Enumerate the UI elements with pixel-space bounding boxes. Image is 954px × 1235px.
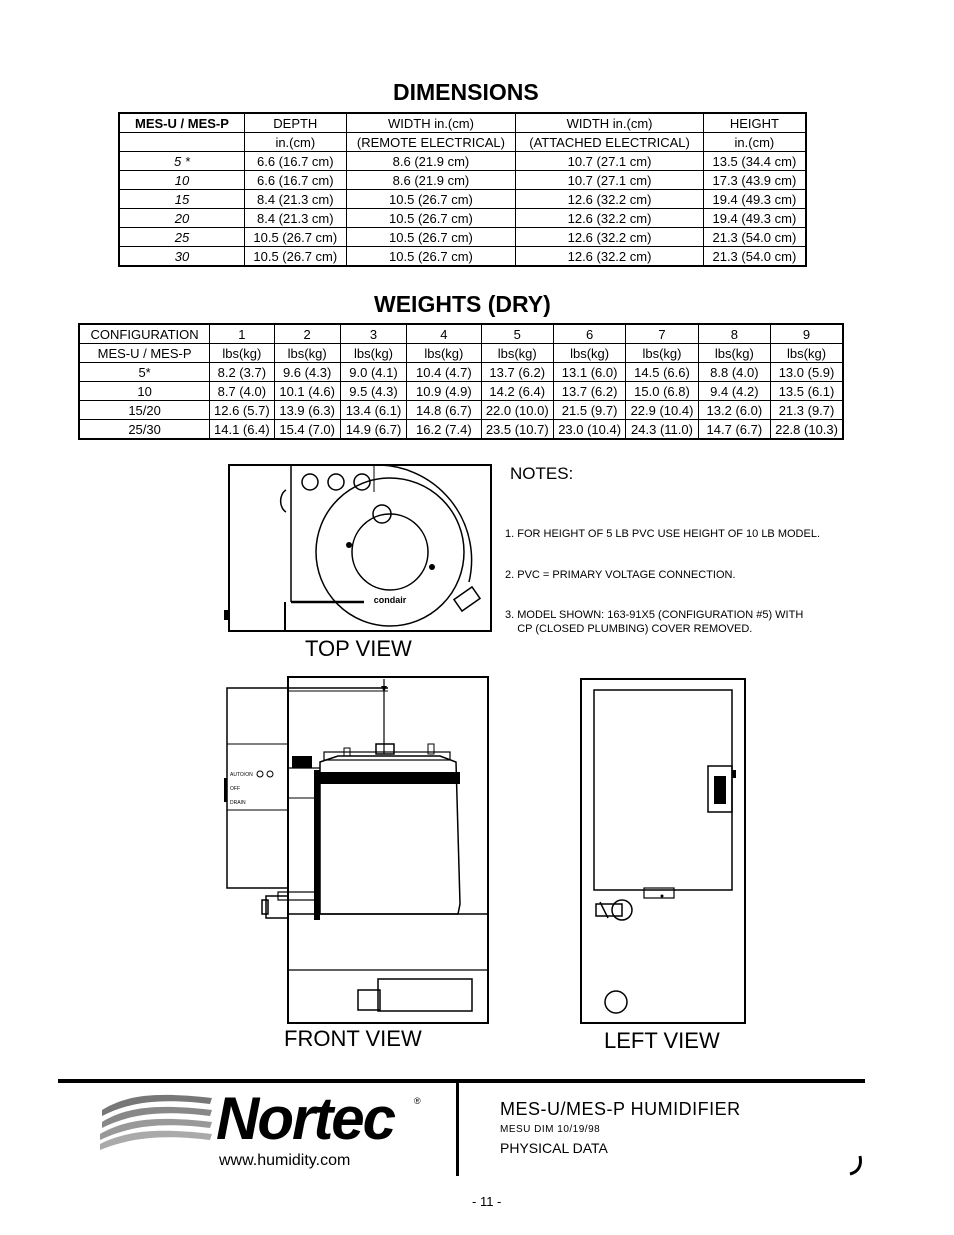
table-row <box>119 190 806 209</box>
table-cell: 24.3 (11.0) <box>626 420 698 440</box>
table-cell: 3 <box>340 324 406 344</box>
table-cell: 13.2 (6.0) <box>698 401 770 420</box>
footer-divider <box>456 1083 459 1176</box>
table-cell: lbs(kg) <box>481 344 553 363</box>
switch-label: AUTO/ON <box>230 772 253 778</box>
table-cell: 9 <box>771 324 843 344</box>
table-cell: 14.9 (6.7) <box>340 420 406 440</box>
table-cell: 8.6 (21.9 cm) <box>346 152 516 171</box>
table-cell: 5* <box>79 363 210 382</box>
table-cell: lbs(kg) <box>407 344 481 363</box>
table-cell: 21.5 (9.7) <box>553 401 625 420</box>
nortec-logo-icon <box>98 1088 216 1150</box>
note-item: 1. FOR HEIGHT OF 5 LB PVC USE HEIGHT OF 10 LB MODEL. <box>505 528 821 540</box>
table-row <box>119 209 806 228</box>
section-name: PHYSICAL DATA <box>500 1140 608 1156</box>
table-cell: 6.6 (16.7 cm) <box>244 152 346 171</box>
table-cell: 13.4 (6.1) <box>340 401 406 420</box>
table-cell: 22.0 (10.0) <box>481 401 553 420</box>
table-cell: 6.6 (16.7 cm) <box>244 171 346 190</box>
table-cell: 8.8 (4.0) <box>698 363 770 382</box>
table-cell: 14.1 (6.4) <box>210 420 274 440</box>
table-cell: 12.6 (32.2 cm) <box>516 247 704 267</box>
document-code: MESU DIM 10/19/98 <box>500 1124 601 1135</box>
table-row <box>119 228 806 247</box>
table-cell: 5 * <box>119 152 244 171</box>
table-cell: lbs(kg) <box>771 344 843 363</box>
table-cell: 20 <box>119 209 244 228</box>
table-cell: 10.5 (26.7 cm) <box>346 209 516 228</box>
registered-mark: ® <box>414 1096 421 1106</box>
table-cell: HEIGHT <box>703 113 806 133</box>
table-cell: 13.7 (6.2) <box>481 363 553 382</box>
weights-title: WEIGHTS (DRY) <box>374 291 551 317</box>
table-cell: 10.5 (26.7 cm) <box>346 247 516 267</box>
notes-title: NOTES: <box>510 464 574 483</box>
table-cell: 9.4 (4.2) <box>698 382 770 401</box>
table-cell: lbs(kg) <box>698 344 770 363</box>
table-cell: 8.2 (3.7) <box>210 363 274 382</box>
table-row <box>79 324 843 344</box>
table-cell: 2 <box>274 324 340 344</box>
table-cell: 10.7 (27.1 cm) <box>516 171 704 190</box>
table-cell: lbs(kg) <box>210 344 274 363</box>
weights-table <box>78 323 844 440</box>
table-cell: 10.5 (26.7 cm) <box>346 228 516 247</box>
table-cell <box>119 133 244 152</box>
nortec-brand: Nortec <box>216 1085 395 1152</box>
switch-label: OFF <box>230 786 240 792</box>
note-item: 3. MODEL SHOWN: 163-91X5 (CONFIGURATION #5) WITH CP (CLOSED PLUMBING) COVER REMOVED. <box>505 609 804 635</box>
table-cell: 22.8 (10.3) <box>771 420 843 440</box>
corner-mark <box>846 1152 866 1178</box>
table-cell: 30 <box>119 247 244 267</box>
table-cell: 8.4 (21.3 cm) <box>244 190 346 209</box>
table-cell: WIDTH in.(cm) <box>516 113 704 133</box>
table-cell: 14.5 (6.6) <box>626 363 698 382</box>
table-row <box>79 420 843 440</box>
table-cell: 7 <box>626 324 698 344</box>
table-cell: 14.2 (6.4) <box>481 382 553 401</box>
page-number: - 11 - <box>472 1194 502 1209</box>
table-row <box>79 344 843 363</box>
table-row <box>119 247 806 267</box>
table-cell: (REMOTE ELECTRICAL) <box>346 133 516 152</box>
table-cell: 19.4 (49.3 cm) <box>703 190 806 209</box>
table-cell: 23.5 (10.7) <box>481 420 553 440</box>
switch-label: DRAIN <box>230 800 246 806</box>
table-cell: lbs(kg) <box>553 344 625 363</box>
table-cell: 19.4 (49.3 cm) <box>703 209 806 228</box>
note-item: 2. PVC = PRIMARY VOLTAGE CONNECTION. <box>505 568 736 581</box>
table-row <box>119 133 806 152</box>
table-cell: MES-U / MES-P <box>79 344 210 363</box>
table-row <box>119 113 806 133</box>
table-cell: 12.6 (32.2 cm) <box>516 190 704 209</box>
table-cell: 5 <box>481 324 553 344</box>
table-cell: 4 <box>407 324 481 344</box>
table-cell: 10 <box>119 171 244 190</box>
table-cell: 9.0 (4.1) <box>340 363 406 382</box>
table-cell: 10.5 (26.7 cm) <box>244 228 346 247</box>
table-cell: 12.6 (32.2 cm) <box>516 209 704 228</box>
table-cell: CONFIGURATION <box>79 324 210 344</box>
table-cell: lbs(kg) <box>340 344 406 363</box>
table-cell: 21.3 (54.0 cm) <box>703 228 806 247</box>
table-cell: 6 <box>553 324 625 344</box>
table-cell: 13.7 (6.2) <box>553 382 625 401</box>
table-cell: 13.9 (6.3) <box>274 401 340 420</box>
table-cell: 9.5 (4.3) <box>340 382 406 401</box>
table-cell: (ATTACHED ELECTRICAL) <box>516 133 704 152</box>
table-cell: 16.2 (7.4) <box>407 420 481 440</box>
table-cell: 8.7 (4.0) <box>210 382 274 401</box>
table-cell: lbs(kg) <box>274 344 340 363</box>
website-url: www.humidity.com <box>219 1152 351 1169</box>
top-view-label: TOP VIEW <box>305 636 412 661</box>
table-cell: DEPTH <box>244 113 346 133</box>
left-view-label: LEFT VIEW <box>604 1028 720 1053</box>
table-row <box>119 171 806 190</box>
table-cell: 14.8 (6.7) <box>407 401 481 420</box>
table-cell: in.(cm) <box>703 133 806 152</box>
dimensions-table <box>118 112 807 267</box>
table-cell: 10.7 (27.1 cm) <box>516 152 704 171</box>
table-cell: 8 <box>698 324 770 344</box>
table-cell: 13.5 (34.4 cm) <box>703 152 806 171</box>
table-cell: 15.4 (7.0) <box>274 420 340 440</box>
table-cell: 25 <box>119 228 244 247</box>
table-cell: 14.7 (6.7) <box>698 420 770 440</box>
table-cell: 10.1 (4.6) <box>274 382 340 401</box>
table-cell: 23.0 (10.4) <box>553 420 625 440</box>
product-title: MES-U/MES-P HUMIDIFIER <box>500 1099 741 1119</box>
top-view-drawing <box>224 462 496 634</box>
table-cell: 22.9 (10.4) <box>626 401 698 420</box>
table-cell: MES-U / MES-P <box>119 113 244 133</box>
table-cell: 17.3 (43.9 cm) <box>703 171 806 190</box>
table-cell: 13.0 (5.9) <box>771 363 843 382</box>
condair-logo-text: condair <box>373 595 407 605</box>
front-view-drawing <box>224 674 494 1026</box>
notes-list <box>505 501 820 650</box>
dimensions-title: DIMENSIONS <box>393 79 539 105</box>
table-cell: 10.5 (26.7 cm) <box>244 247 346 267</box>
table-cell: 10 <box>79 382 210 401</box>
table-cell: 10.4 (4.7) <box>407 363 481 382</box>
table-cell: WIDTH in.(cm) <box>346 113 516 133</box>
table-cell: lbs(kg) <box>626 344 698 363</box>
front-view-label: FRONT VIEW <box>284 1026 422 1051</box>
table-cell: 8.6 (21.9 cm) <box>346 171 516 190</box>
table-row <box>79 363 843 382</box>
table-row <box>119 152 806 171</box>
table-cell: in.(cm) <box>244 133 346 152</box>
table-cell: 13.1 (6.0) <box>553 363 625 382</box>
table-cell: 10.9 (4.9) <box>407 382 481 401</box>
table-cell: 12.6 (32.2 cm) <box>516 228 704 247</box>
table-cell: 1 <box>210 324 274 344</box>
table-row <box>79 382 843 401</box>
table-cell: 9.6 (4.3) <box>274 363 340 382</box>
table-cell: 25/30 <box>79 420 210 440</box>
table-row <box>79 401 843 420</box>
table-cell: 13.5 (6.1) <box>771 382 843 401</box>
table-cell: 8.4 (21.3 cm) <box>244 209 346 228</box>
left-view-drawing <box>578 676 750 1026</box>
table-cell: 15.0 (6.8) <box>626 382 698 401</box>
table-cell: 10.5 (26.7 cm) <box>346 190 516 209</box>
table-cell: 15 <box>119 190 244 209</box>
table-cell: 21.3 (54.0 cm) <box>703 247 806 267</box>
footer-rule <box>58 1079 865 1083</box>
table-cell: 21.3 (9.7) <box>771 401 843 420</box>
table-cell: 12.6 (5.7) <box>210 401 274 420</box>
table-cell: 15/20 <box>79 401 210 420</box>
